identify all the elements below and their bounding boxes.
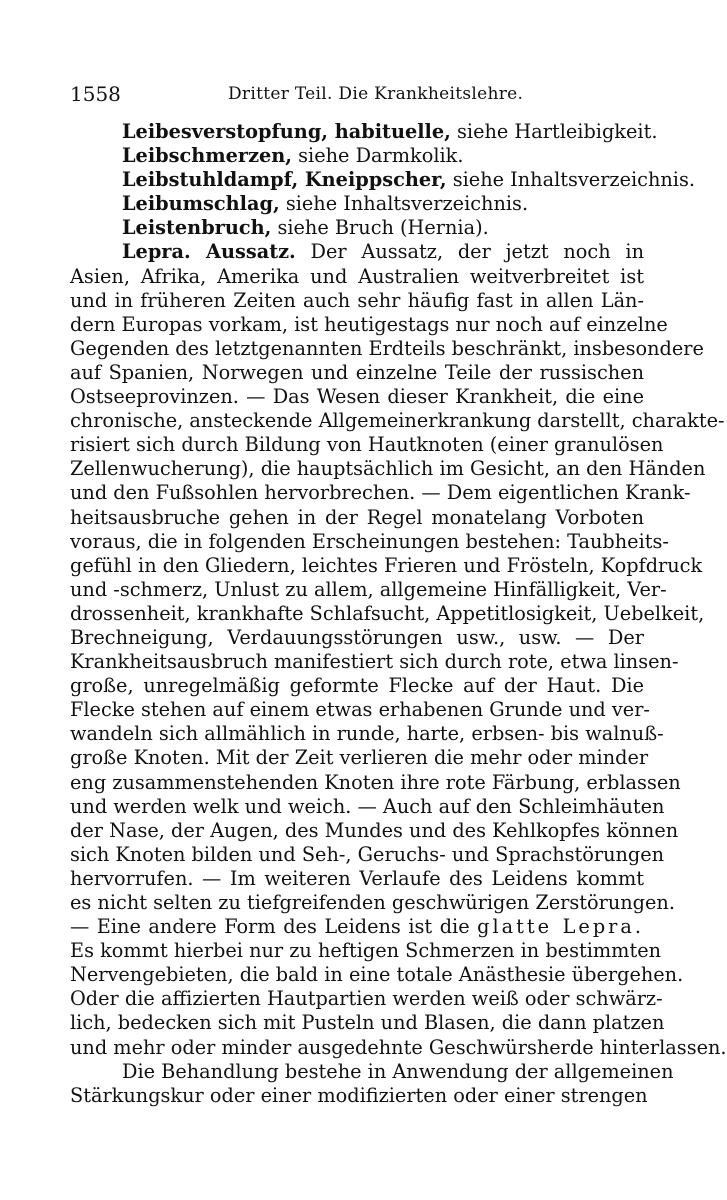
text-line: dern Europas vorkam, ist heutigestags nur noch auf einzelne (70, 312, 668, 336)
text-line: Flecke stehen auf einem etwas erhabenen Grunde und ver- (70, 698, 650, 722)
text-line: Oder die affizierten Hautpartien werden weiß oder schwärz- (70, 987, 663, 1011)
text-line: Brechneigung, Verdauungsstörungen usw., usw. — Der (70, 625, 644, 649)
page-body (70, 120, 727, 1108)
text-line: Zellenwucherung), die hauptsächlich im Gesicht, an den Händen (70, 457, 706, 481)
entry-text: siehe Inhaltsverzeichnis. (279, 192, 529, 216)
text-line: und -schmerz, Unlust zu allem, allgemeine Hinfälligkeit, Ver- (70, 577, 667, 601)
text-line: Krankheitsausbruch manifestiert sich durch rote, etwa linsen- (70, 650, 679, 674)
entry-leistenbruch (70, 216, 644, 240)
text-line: lich, bedecken sich mit Pusteln und Blasen, die dann platzen (70, 1011, 665, 1035)
treatment-line: Stärkungskur oder einer modifizierten oder einer strengen (70, 1083, 648, 1107)
glatte-prefix: — Eine andere Form des Leidens ist die (70, 915, 478, 939)
text-line: risiert sich durch Bildung von Hautknoten (einer granulösen (70, 433, 664, 457)
lepra-paragraph (70, 264, 725, 916)
text-line: chronische, ansteckende Allgemeinerkrankung darstellt, charakte- (70, 409, 725, 433)
text-line: und in früheren Zeiten auch sehr häufig fast in allen Län- (70, 288, 644, 312)
lepra-last-line: und mehr oder minder ausgedehnte Geschwürsherde hinterlassen. (70, 1035, 727, 1059)
lepra-heading-line (70, 240, 644, 264)
glatte-term: glatte Lepra. (477, 915, 644, 939)
text-line: und werden welk und weich. — Auch auf den Schleimhäuten (70, 794, 665, 818)
page-header (70, 82, 655, 108)
text-line: hervorrufen. — Im weiteren Verlaufe des Leidens kommt (70, 866, 644, 890)
entry-term: Leibumschlag, (122, 192, 280, 216)
entry-leibstuhldampf (70, 168, 695, 192)
text-line: auf Spanien, Norwegen und einzelne Teile der russischen (70, 360, 644, 384)
text-line: eng zusammenstehenden Knoten ihre rote Färbung, erblassen (70, 770, 681, 794)
treatment-line: Die Behandlung bestehe in Anwendung der allgemeinen (122, 1059, 674, 1083)
text-line: heitsausbruche gehen in der Regel monatelang Vorboten (70, 505, 644, 529)
text-line: große Knoten. Mit der Zeit verlieren die mehr oder minder (70, 746, 649, 770)
entry-leibschmerzen (70, 144, 644, 168)
text-line: gefühl in den Gliedern, leichtes Frieren und Frösteln, Kopfdruck (70, 553, 703, 577)
entry-term: Leibschmerzen, (122, 144, 293, 168)
lepra-term: Lepra. Aussatz. (122, 240, 296, 264)
text-line: Ostseeprovinzen. — Das Wesen dieser Krankheit, die eine (70, 385, 644, 409)
lepra-paragraph-continued (70, 939, 684, 1035)
entry-term: Leibesverstopfung, habituelle, (122, 120, 451, 143)
text-line: der Nase, der Augen, des Mundes und des Kehlkopfes können (70, 818, 679, 842)
text-line: Nervengebieten, die bald in eine totale Anästhesie übergehen. (70, 963, 684, 987)
text-line: Gegenden des letztgenannten Erdteils beschränkt, insbesondere (70, 336, 704, 360)
text-line: Asien, Afrika, Amerika und Australien weitverbreitet ist (70, 264, 644, 288)
text-line: Es kommt hierbei nur zu heftigen Schmerzen in bestimmten (70, 939, 662, 963)
entry-text: siehe Hartleibigkeit. (450, 120, 658, 143)
text-line: große, unregelmäßig geformte Flecke auf der Haut. Die (70, 674, 644, 698)
entry-text: siehe Bruch (Hernia). (271, 216, 489, 240)
entry-leibesverstopfung (70, 120, 658, 144)
text-line: wandeln sich allmählich in runde, harte, erbsen- bis walnuß- (70, 722, 664, 746)
text-line: und den Fußsohlen hervorbrechen. — Dem eigentlichen Krank- (70, 481, 691, 505)
entry-text: siehe Darmkolik. (292, 144, 464, 168)
entry-leibumschlag (70, 192, 644, 216)
text-line: es nicht selten zu tiefgreifenden geschwürigen Zerstörungen. (70, 891, 675, 914)
entry-term: Leistenbruch, (122, 216, 272, 240)
entry-term: Leibstuhldampf, Kneippscher, (122, 168, 447, 192)
entry-text: siehe Inhaltsverzeichnis. (446, 168, 695, 192)
lepra-glatte-line (70, 915, 644, 939)
page-number: 1558 (70, 82, 121, 106)
lepra-first-text: Der Aussatz, der jetzt noch in (295, 240, 644, 264)
text-line: voraus, die in folgenden Erscheinungen bestehen: Taubheits- (70, 529, 669, 553)
running-head: Dritter Teil. Die Krankheitslehre. (228, 84, 524, 104)
text-line: drossenheit, krankhafte Schlafsucht, Appetitlosigkeit, Uebelkeit, (70, 601, 705, 625)
text-line: sich Knoten bilden und Seh-, Geruchs- und Sprachstörungen (70, 842, 665, 866)
